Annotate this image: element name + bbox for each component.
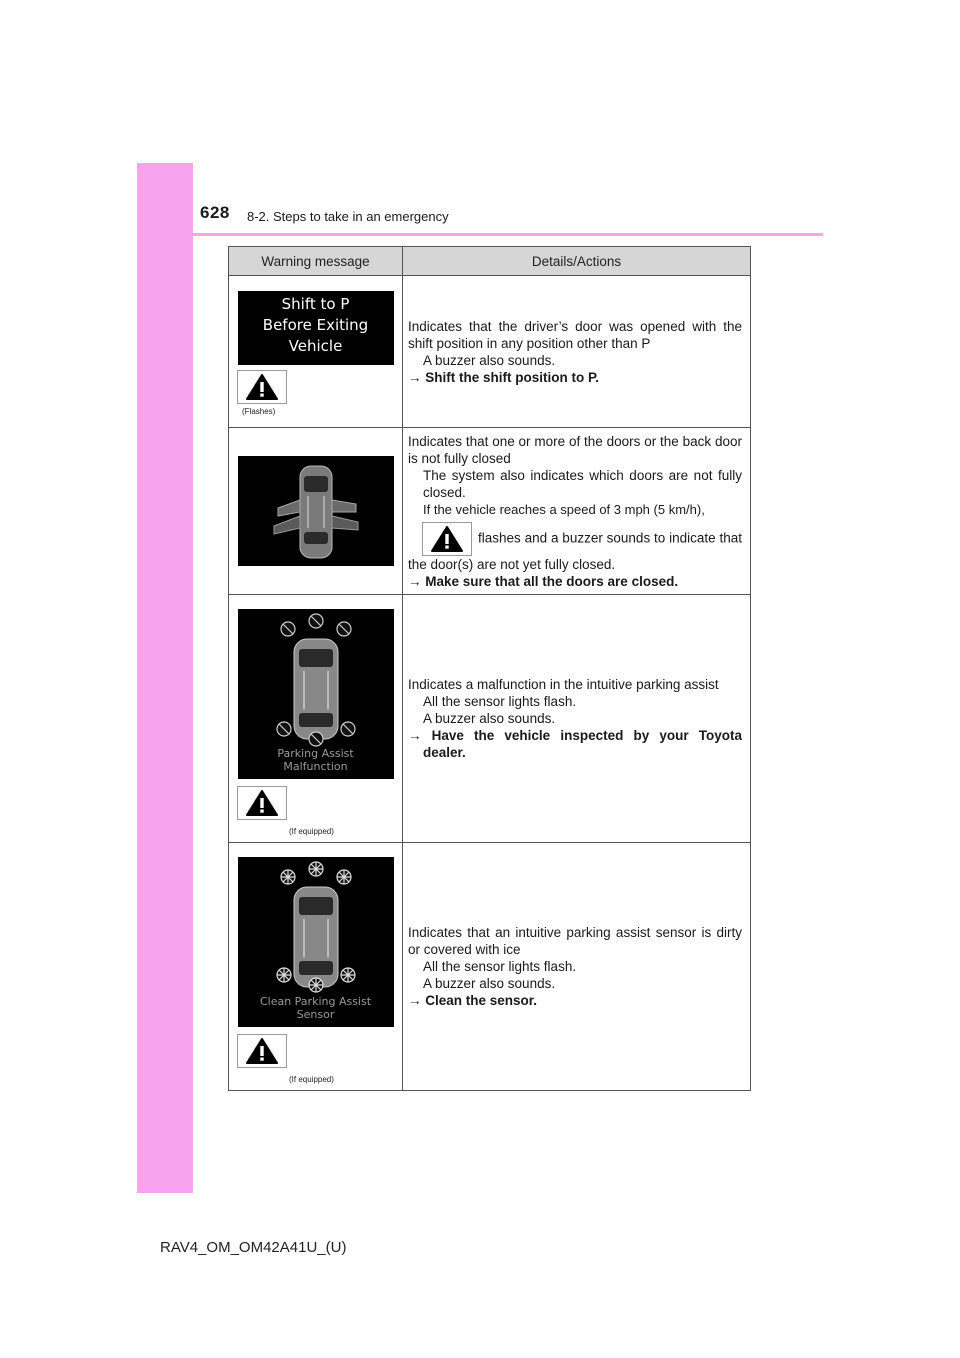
details-actions-header: Details/Actions	[403, 247, 751, 276]
icon-note: (If equipped)	[289, 1075, 334, 1084]
details-cell	[403, 276, 751, 428]
warning-message-cell	[229, 428, 403, 595]
screen-caption	[238, 747, 394, 773]
warning-message-cell	[229, 276, 403, 428]
section-side-tab	[137, 163, 193, 1193]
vehicle-top-view-icon	[238, 609, 394, 749]
icon-note: (If equipped)	[289, 827, 334, 836]
action-text: → Have the vehicle inspected by your Toyota dealer.	[408, 728, 742, 760]
detail-line-with-icon	[408, 522, 742, 573]
detail-text: A buzzer also sounds.	[423, 976, 556, 991]
details-cell	[403, 843, 751, 1091]
screen-caption	[238, 995, 394, 1021]
vehicle-top-view-icon	[238, 456, 394, 566]
screen-caption-line: Sensor	[296, 1008, 335, 1021]
screen-caption-line: Malfunction	[283, 760, 348, 773]
details-cell	[403, 595, 751, 843]
warning-message-table	[228, 246, 751, 1091]
screen-text-line: Vehicle	[288, 337, 343, 355]
detail-text: A buzzer also sounds.	[423, 352, 556, 368]
display-screen	[238, 291, 394, 365]
header-rule	[193, 233, 823, 236]
warning-triangle-icon	[237, 370, 287, 404]
table-row	[229, 276, 751, 428]
detail-text: Indicates that one or more of the doors or the back door is not fully closed	[408, 433, 742, 466]
page-number: 628	[200, 203, 230, 222]
detail-text: Indicates a malfunction in the intuitive parking assist	[408, 677, 719, 692]
detail-text: All the sensor lights flash.	[423, 694, 577, 709]
warning-triangle-icon	[237, 786, 287, 820]
warning-message-cell	[229, 843, 403, 1091]
detail-text: Indicates that the driver’s door was opened with the shift position in any position other than P	[408, 318, 742, 351]
warning-message-cell	[229, 595, 403, 843]
detail-text: A buzzer also sounds.	[423, 711, 556, 726]
table-row	[229, 843, 751, 1091]
detail-text: If the vehicle reaches a speed of 3 mph (5 km/h),	[423, 501, 705, 517]
display-screen	[238, 456, 394, 566]
detail-text: The system also indicates which doors are not fully closed.	[423, 467, 742, 500]
warning-message-header: Warning message	[229, 247, 403, 276]
detail-text: flashes and a buzzer sounds to indicate that the door(s) are not yet fully closed.	[408, 530, 742, 572]
vehicle-top-view-icon	[238, 857, 394, 997]
screen-caption-line: Parking Assist	[277, 747, 354, 760]
detail-text: All the sensor lights flash.	[423, 959, 577, 974]
section-title: 8-2. Steps to take in an emergency	[247, 209, 449, 224]
action-text: → Make sure that all the doors are closed.	[408, 573, 679, 589]
table-header-row	[229, 247, 751, 276]
document-code: RAV4_OM_OM42A41U_(U)	[160, 1239, 347, 1256]
warning-triangle-icon	[422, 522, 472, 556]
detail-text: Indicates that an intuitive parking assist sensor is dirty or covered with ice	[408, 925, 742, 957]
action-text: → Shift the shift position to P.	[408, 369, 599, 385]
table-row	[229, 428, 751, 595]
details-cell	[403, 428, 751, 595]
screen-caption-line: Clean Parking Assist	[259, 995, 372, 1008]
warning-triangle-icon	[237, 1034, 287, 1068]
screen-text-line: Shift to P	[281, 295, 350, 313]
display-screen	[238, 609, 394, 779]
screen-text-line: Before Exiting	[262, 316, 369, 334]
display-screen	[238, 857, 394, 1027]
action-text: → Clean the sensor.	[408, 993, 538, 1008]
icon-note: (Flashes)	[242, 407, 276, 416]
table-row	[229, 595, 751, 843]
